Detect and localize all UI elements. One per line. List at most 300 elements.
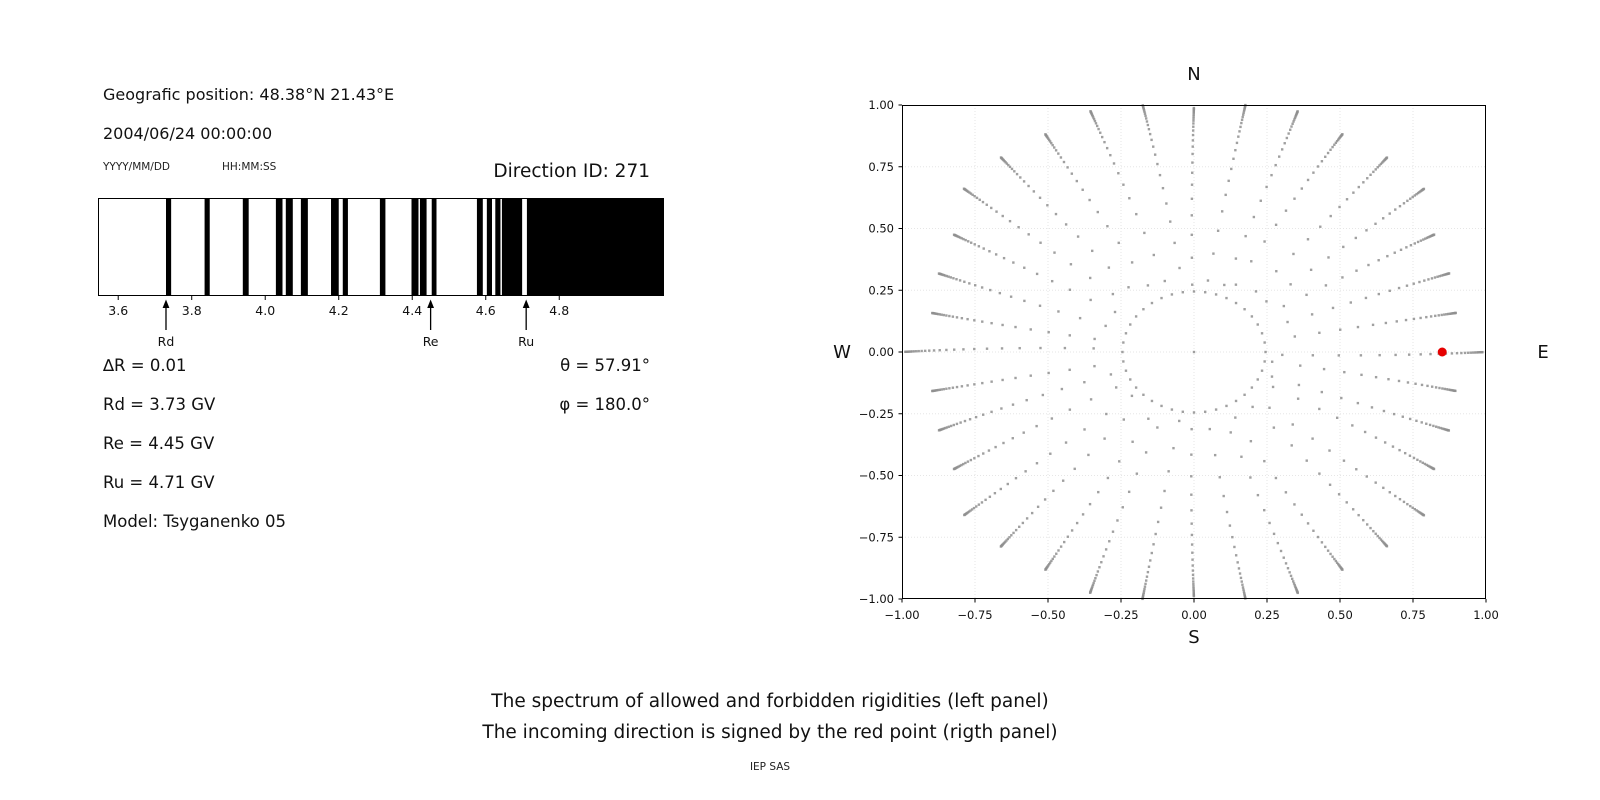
direction-dot	[1231, 536, 1233, 538]
direction-dot	[1144, 583, 1146, 585]
forbidden-band	[205, 199, 210, 296]
direction-dot	[1399, 498, 1401, 500]
direction-dot	[1357, 514, 1359, 516]
direction-dot	[1172, 447, 1174, 449]
geo-position-label: Geografic position: 48.38°N 21.43°E	[103, 85, 395, 104]
direction-dot	[1250, 260, 1252, 262]
direction-dot	[1055, 149, 1057, 151]
direction-dot	[1389, 491, 1391, 493]
cutoff-label: Re	[422, 334, 439, 349]
direction-dot	[1036, 273, 1038, 275]
direction-dot	[1191, 257, 1193, 259]
direction-dot	[1434, 315, 1436, 317]
cutoff-arrow-head	[523, 300, 530, 309]
direction-dot	[1351, 424, 1353, 426]
direction-dot	[1311, 313, 1313, 315]
direction-dot	[1364, 431, 1366, 433]
direction-dot	[1147, 418, 1149, 420]
direction-dot	[1129, 378, 1131, 380]
direction-dot	[1394, 354, 1396, 356]
direction-dot	[1268, 522, 1270, 524]
direction-dot	[1018, 347, 1020, 349]
direction-dot	[1355, 237, 1357, 239]
spectrum-x-axis	[108, 296, 569, 318]
direction-dot	[1421, 384, 1423, 386]
direction-dot	[1065, 223, 1067, 225]
direction-dot	[1131, 261, 1133, 263]
direction-dot	[1242, 586, 1244, 588]
direction-dot	[1290, 125, 1292, 127]
direction-dot	[999, 292, 1001, 294]
direction-dot	[974, 243, 976, 245]
direction-dot	[1423, 514, 1425, 516]
forbidden-band	[477, 199, 483, 296]
direction-dot	[1362, 519, 1364, 521]
direction-dot	[1151, 302, 1153, 304]
direction-dot	[1147, 571, 1149, 573]
direction-dot	[964, 239, 966, 241]
direction-dot	[1375, 533, 1377, 535]
direction-dot	[1101, 136, 1103, 138]
direction-dot	[1292, 580, 1294, 582]
direction-dot	[1409, 198, 1411, 200]
direction-dot	[1441, 387, 1443, 389]
direction-dot	[1051, 417, 1053, 419]
direction-dot	[1301, 513, 1303, 515]
direction-dot	[1156, 163, 1158, 165]
direction-dot	[1060, 545, 1062, 547]
direction-dot	[1438, 387, 1440, 389]
y-tick-label: −0.50	[858, 468, 894, 483]
x-tick-label: 4.4	[402, 303, 423, 318]
direction-dot	[1251, 386, 1253, 388]
direction-dot	[955, 278, 957, 280]
direction-dot	[1128, 197, 1130, 199]
direction-dot	[1160, 297, 1162, 299]
direction-dot	[1275, 477, 1277, 479]
direction-dot	[1386, 255, 1388, 257]
x-tick-label: 0.25	[1254, 608, 1280, 622]
direction-dot	[952, 315, 954, 317]
direction-dot	[1229, 524, 1231, 526]
direction-dot	[1125, 332, 1127, 334]
direction-dot	[1095, 122, 1097, 124]
direction-dot	[1307, 238, 1309, 240]
direction-dot	[1435, 386, 1437, 388]
y-tick-label: 0.75	[868, 159, 894, 174]
direction-dot	[1417, 241, 1419, 243]
direction-dot	[966, 384, 968, 386]
direction-dot	[1257, 378, 1259, 380]
y-tick-label: 0.25	[868, 283, 894, 298]
direction-dot	[1346, 198, 1348, 200]
direction-dot	[1109, 154, 1111, 156]
direction-dot	[943, 314, 945, 316]
direction-dot	[1365, 297, 1367, 299]
direction-dot	[1307, 522, 1309, 524]
direction-dot	[981, 286, 983, 288]
x-tick-label: −0.25	[1103, 608, 1139, 622]
direction-dot	[1214, 454, 1216, 456]
direction-dot	[1338, 493, 1340, 495]
direction-dot	[1067, 536, 1069, 538]
direction-dot	[1108, 540, 1110, 542]
direction-dot	[1219, 476, 1221, 478]
direction-dot	[1244, 235, 1246, 237]
direction-dot	[1400, 249, 1402, 251]
direction-dot	[1190, 453, 1192, 455]
direction-dot	[1000, 488, 1002, 490]
direction-dot	[1035, 425, 1037, 427]
caption-line-1: The spectrum of allowed and forbidden rigidities (left panel)	[491, 691, 1049, 712]
direction-dot	[1456, 352, 1458, 354]
direction-dot	[1414, 242, 1416, 244]
direction-dot	[1406, 284, 1408, 286]
direction-dot	[1089, 277, 1091, 279]
direction-dot	[1061, 388, 1063, 390]
model-label: Model: Tsyganenko 05	[103, 512, 287, 531]
direction-dot	[1087, 454, 1089, 456]
direction-dot	[1074, 468, 1076, 470]
direction-dot	[1182, 411, 1184, 413]
direction-dot	[1143, 232, 1145, 234]
direction-dot	[1306, 459, 1308, 461]
direction-dot	[931, 390, 933, 392]
direction-dot	[1273, 426, 1275, 428]
direction-dot	[1407, 381, 1409, 383]
direction-dot	[1151, 552, 1153, 554]
direction-dot	[1171, 408, 1173, 410]
direction-dot	[1096, 125, 1098, 127]
direction-dot	[1399, 205, 1401, 207]
direction-dot	[1310, 269, 1312, 271]
direction-dot	[1265, 186, 1267, 188]
direction-dot	[1160, 507, 1162, 509]
direction-dot	[1426, 385, 1428, 387]
direction-dot	[1142, 308, 1144, 310]
re-value: Re = 4.45 GV	[103, 434, 215, 453]
direction-dot	[1190, 428, 1192, 430]
direction-dot	[1332, 307, 1334, 309]
direction-dot	[1001, 379, 1003, 381]
direction-dot	[1374, 223, 1376, 225]
direction-dot	[1318, 332, 1320, 334]
direction-dot	[1410, 244, 1412, 246]
direction-dot	[1103, 437, 1105, 439]
direction-dot	[1051, 280, 1053, 282]
x-tick-label: 0.00	[1181, 608, 1207, 622]
direction-dot	[1226, 511, 1228, 513]
direction-dot	[1271, 361, 1273, 363]
direction-dot	[953, 234, 955, 236]
direction-dot	[1382, 217, 1384, 219]
direction-dot	[1191, 234, 1193, 236]
direction-dot	[1057, 310, 1059, 312]
y-tick-label: −1.00	[858, 592, 894, 606]
x-tick-label: −0.50	[1030, 608, 1066, 622]
direction-dot	[1336, 417, 1338, 419]
direction-dot	[943, 388, 945, 390]
direction-dot	[1076, 522, 1078, 524]
direction-dot	[1192, 564, 1194, 566]
direction-dot	[1136, 472, 1138, 474]
direction-dot	[959, 279, 961, 281]
direction-dot	[1329, 149, 1331, 151]
direction-dot	[1249, 476, 1251, 478]
direction-dot	[1105, 413, 1107, 415]
direction-dot	[1429, 424, 1431, 426]
direction-dot	[1089, 592, 1091, 594]
direction-dot	[1039, 347, 1041, 349]
direction-dot	[1325, 284, 1327, 286]
direction-dot	[1105, 548, 1107, 550]
direction-dot	[1003, 257, 1005, 259]
direction-dot	[1409, 455, 1411, 457]
direction-dot	[1016, 173, 1018, 175]
direction-dot	[1341, 276, 1343, 278]
direction-dot	[1122, 341, 1124, 343]
direction-dot	[1053, 251, 1055, 253]
direction-dot	[1448, 272, 1450, 274]
direction-dot	[1444, 388, 1446, 390]
direction-dot	[952, 387, 954, 389]
direction-dot	[983, 247, 985, 249]
direction-dot	[1047, 372, 1049, 374]
direction-dot	[1431, 385, 1433, 387]
direction-dot	[1221, 210, 1223, 212]
direction-dot	[1192, 583, 1194, 585]
direction-dot	[1341, 569, 1343, 571]
direction-dot	[995, 253, 997, 255]
direction-dot	[1433, 468, 1435, 470]
direction-dot	[1394, 252, 1396, 254]
direction-dot	[1287, 567, 1289, 569]
direction-dot	[1191, 552, 1193, 554]
rigidity-spectrum-chart	[98, 198, 664, 353]
direction-dot	[1297, 398, 1299, 400]
forbidden-band	[243, 199, 249, 296]
y-tick-label: 0.50	[868, 221, 894, 236]
direction-dot	[1235, 302, 1237, 304]
direction-dot	[1263, 341, 1265, 343]
direction-dot	[969, 418, 971, 420]
direction-dot	[1357, 326, 1359, 328]
forbidden-band	[495, 199, 500, 296]
direction-dot	[1178, 420, 1180, 422]
direction-dot	[1145, 579, 1147, 581]
direction-dot	[1099, 132, 1101, 134]
direction-dot	[1242, 116, 1244, 118]
direction-dot	[1171, 293, 1173, 295]
direction-dot	[981, 382, 983, 384]
direction-dot	[1081, 189, 1083, 191]
y-tick-label: −0.25	[858, 406, 894, 421]
direction-dot	[1009, 220, 1011, 222]
direction-dot	[1280, 550, 1282, 552]
direction-dot	[1190, 509, 1192, 511]
direction-dot	[1164, 280, 1166, 282]
direction-dot	[1378, 354, 1380, 356]
forbidden-band	[301, 199, 308, 296]
x-tick-label: 4.0	[255, 303, 276, 318]
direction-dot	[1285, 562, 1287, 564]
direction-dot	[1089, 503, 1091, 505]
direction-dot	[1146, 575, 1148, 577]
direction-dot	[1331, 146, 1333, 148]
direction-dot	[984, 499, 986, 501]
direction-dot	[1240, 122, 1242, 124]
direction-dot	[1263, 240, 1265, 242]
x-tick-label: 1.00	[1473, 608, 1499, 622]
direction-dot	[1083, 381, 1085, 383]
direction-dot	[1062, 480, 1064, 482]
direction-dot	[1131, 395, 1133, 397]
direction-dot	[1093, 338, 1095, 340]
direction-dot	[1063, 541, 1065, 543]
direction-dot	[1095, 574, 1097, 576]
direction-dot	[1191, 214, 1193, 216]
direction-dot	[1367, 264, 1369, 266]
cutoff-label: Ru	[518, 334, 535, 349]
direction-dot	[1232, 158, 1234, 160]
direction-dot	[990, 322, 992, 324]
direction-dot	[1386, 156, 1388, 158]
direction-dot	[1192, 580, 1194, 582]
direction-dot	[1329, 484, 1331, 486]
direction-dot	[975, 505, 977, 507]
direction-dot	[1297, 592, 1299, 594]
direction-dot	[1159, 174, 1161, 176]
direction-dot	[989, 496, 991, 498]
direction-dot	[956, 386, 958, 388]
direction-dot	[1460, 352, 1462, 354]
direction-dot	[1149, 133, 1151, 135]
direction-dot	[1311, 437, 1313, 439]
direction-dot	[1433, 233, 1435, 235]
direction-dot	[1422, 462, 1424, 464]
direction-dot	[1412, 507, 1414, 509]
forbidden-band	[331, 199, 339, 296]
direction-dot	[1299, 364, 1301, 366]
direction-dot	[1093, 580, 1095, 582]
direction-dot	[1432, 425, 1434, 427]
direction-dot	[1135, 386, 1137, 388]
direction-dot	[1470, 351, 1472, 353]
direction-dot	[1234, 416, 1236, 418]
direction-dot	[1207, 279, 1209, 281]
direction-dot	[1317, 536, 1319, 538]
direction-dot	[963, 281, 965, 283]
time-format-label: HH:MM:SS	[222, 161, 277, 173]
direction-dot	[1113, 162, 1115, 164]
direction-dot	[948, 387, 950, 389]
direction-dot	[1419, 460, 1421, 462]
direction-dot	[1102, 555, 1104, 557]
direction-dot	[1154, 533, 1156, 535]
direction-dot	[1023, 267, 1025, 269]
direction-dot	[1160, 405, 1162, 407]
direction-dot	[1398, 380, 1400, 382]
direction-dot	[1292, 253, 1294, 255]
direction-dot	[1327, 549, 1329, 551]
direction-dot	[1414, 383, 1416, 385]
direction-dot	[973, 319, 975, 321]
direction-dot	[1327, 256, 1329, 258]
direction-dot	[961, 385, 963, 387]
direction-dot	[1341, 133, 1343, 135]
direction-dot	[1362, 181, 1364, 183]
direction-dot	[1436, 276, 1438, 278]
direction-dot	[1372, 324, 1374, 326]
direction-dot	[1423, 188, 1425, 190]
direction-dot	[1423, 279, 1425, 281]
direction-dot	[1443, 313, 1445, 315]
cutoff-arrow-head	[163, 300, 170, 309]
direction-dot	[1312, 354, 1314, 356]
direction-dot	[990, 207, 992, 209]
direction-dot	[1131, 441, 1133, 443]
direction-axes	[859, 98, 1499, 622]
direction-dot	[1283, 305, 1285, 307]
direction-dot	[1340, 397, 1342, 399]
direction-dot	[1421, 421, 1423, 423]
forbidden-band	[487, 199, 492, 296]
direction-dot	[978, 245, 980, 247]
direction-dot	[964, 462, 966, 464]
incoming-direction-chart	[820, 48, 1590, 668]
direction-dot	[1384, 441, 1386, 443]
direction-dot	[924, 350, 926, 352]
direction-dot	[1002, 442, 1004, 444]
direction-dot	[1024, 470, 1026, 472]
direction-dot	[967, 240, 969, 242]
direction-dot	[1064, 347, 1066, 349]
direction-dot	[1278, 155, 1280, 157]
direction-dot	[1301, 187, 1303, 189]
direction-dot	[1106, 147, 1108, 149]
direction-dot	[1057, 549, 1059, 551]
direction-dot	[1385, 322, 1387, 324]
direction-dot	[970, 459, 972, 461]
x-tick-label: 4.2	[328, 303, 349, 318]
direction-dot	[1253, 216, 1255, 218]
direction-dot	[1069, 289, 1071, 291]
direction-dot	[1039, 242, 1041, 244]
direction-dot	[1261, 370, 1263, 372]
direction-dot	[1419, 353, 1421, 355]
x-tick-label: 3.8	[181, 303, 202, 318]
direction-dot	[1358, 186, 1360, 188]
direction-dot	[1094, 577, 1096, 579]
direction-id-label: Direction ID: 271	[493, 161, 650, 182]
direction-dot	[979, 199, 981, 201]
direction-dot	[918, 350, 920, 352]
direction-dot	[1378, 293, 1380, 295]
north-label: N	[1187, 64, 1201, 85]
direction-dot	[1127, 286, 1129, 288]
direction-dot	[982, 413, 984, 415]
direction-dot	[1255, 290, 1257, 292]
direction-dot	[1403, 202, 1405, 204]
direction-dot	[1192, 139, 1194, 141]
direction-dot	[1243, 308, 1245, 310]
direction-dot	[953, 348, 955, 350]
direction-dot	[1191, 172, 1193, 174]
direction-dot	[1277, 542, 1279, 544]
direction-dot	[1212, 252, 1214, 254]
direction-dot	[1001, 347, 1003, 349]
direction-dot	[1191, 558, 1193, 560]
